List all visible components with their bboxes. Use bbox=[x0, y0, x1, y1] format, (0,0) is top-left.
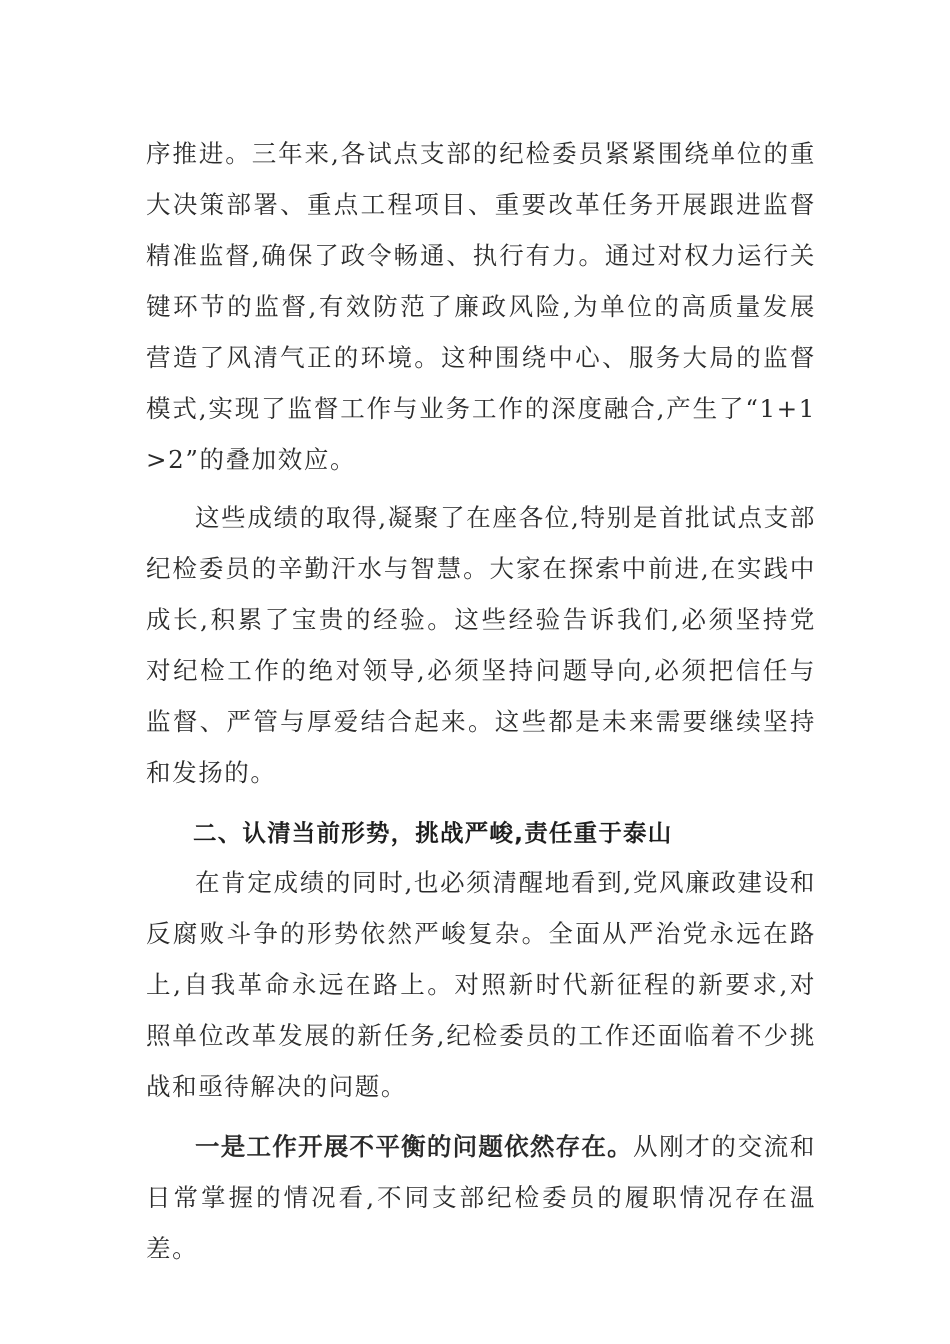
paragraph-situation: 在肯定成绩的同时,也必须清醒地看到,党风廉政建设和反腐败斗争的形势依然严峻复杂。全面从严治党永远在路上,自我革命永远在路上。对照新时代新征程的新要求,对照单位改革发展的新任务,纪检委员的工作还面临着不少挑战和亟待解决的问题。 bbox=[146, 868, 816, 1101]
problem-1-lead: 一是工作开展不平衡的问题依然存在。 bbox=[195, 1132, 633, 1161]
paragraph-achievements-continued: 序推进。三年来,各试点支部的纪检委员紧紧围绕单位的重大决策部署、重点工程项目、重要改革任务开展跟进监督精准监督,确保了政令畅通、执行有力。通过对权力运行关键环节的监督,有效防范了廉政风险,为单位的高质量发展营造了风清气正的环境。这种围绕中心、服务大局的监督模式,实现了监督工作与业务工作的深度融合,产生了“1+1>2”的叠加效应。 bbox=[146, 139, 816, 474]
section-heading-2: 二、认清当前形势，挑战严峻,责任重于泰山 bbox=[193, 819, 673, 847]
paragraph-experience: 这些成绩的取得,凝聚了在座各位,特别是首批试点支部纪检委员的辛勤汗水与智慧。大家在探索中前进,在实践中成长,积累了宝贵的经验。这些经验告诉我们,必须坚持党对纪检工作的绝对领导,必须坚持问题导向,必须把信任与监督、严管与厚爱结合起来。这些都是未来需要继续坚持和发扬的。 bbox=[146, 503, 816, 787]
problem-1-text: 从刚才的交流和日常掌握的情况看,不同支部纪检委员的履职情况存在温差。 bbox=[146, 1132, 816, 1263]
paragraph-problem-1 bbox=[146, 1121, 816, 1274]
document-body bbox=[146, 128, 816, 1274]
